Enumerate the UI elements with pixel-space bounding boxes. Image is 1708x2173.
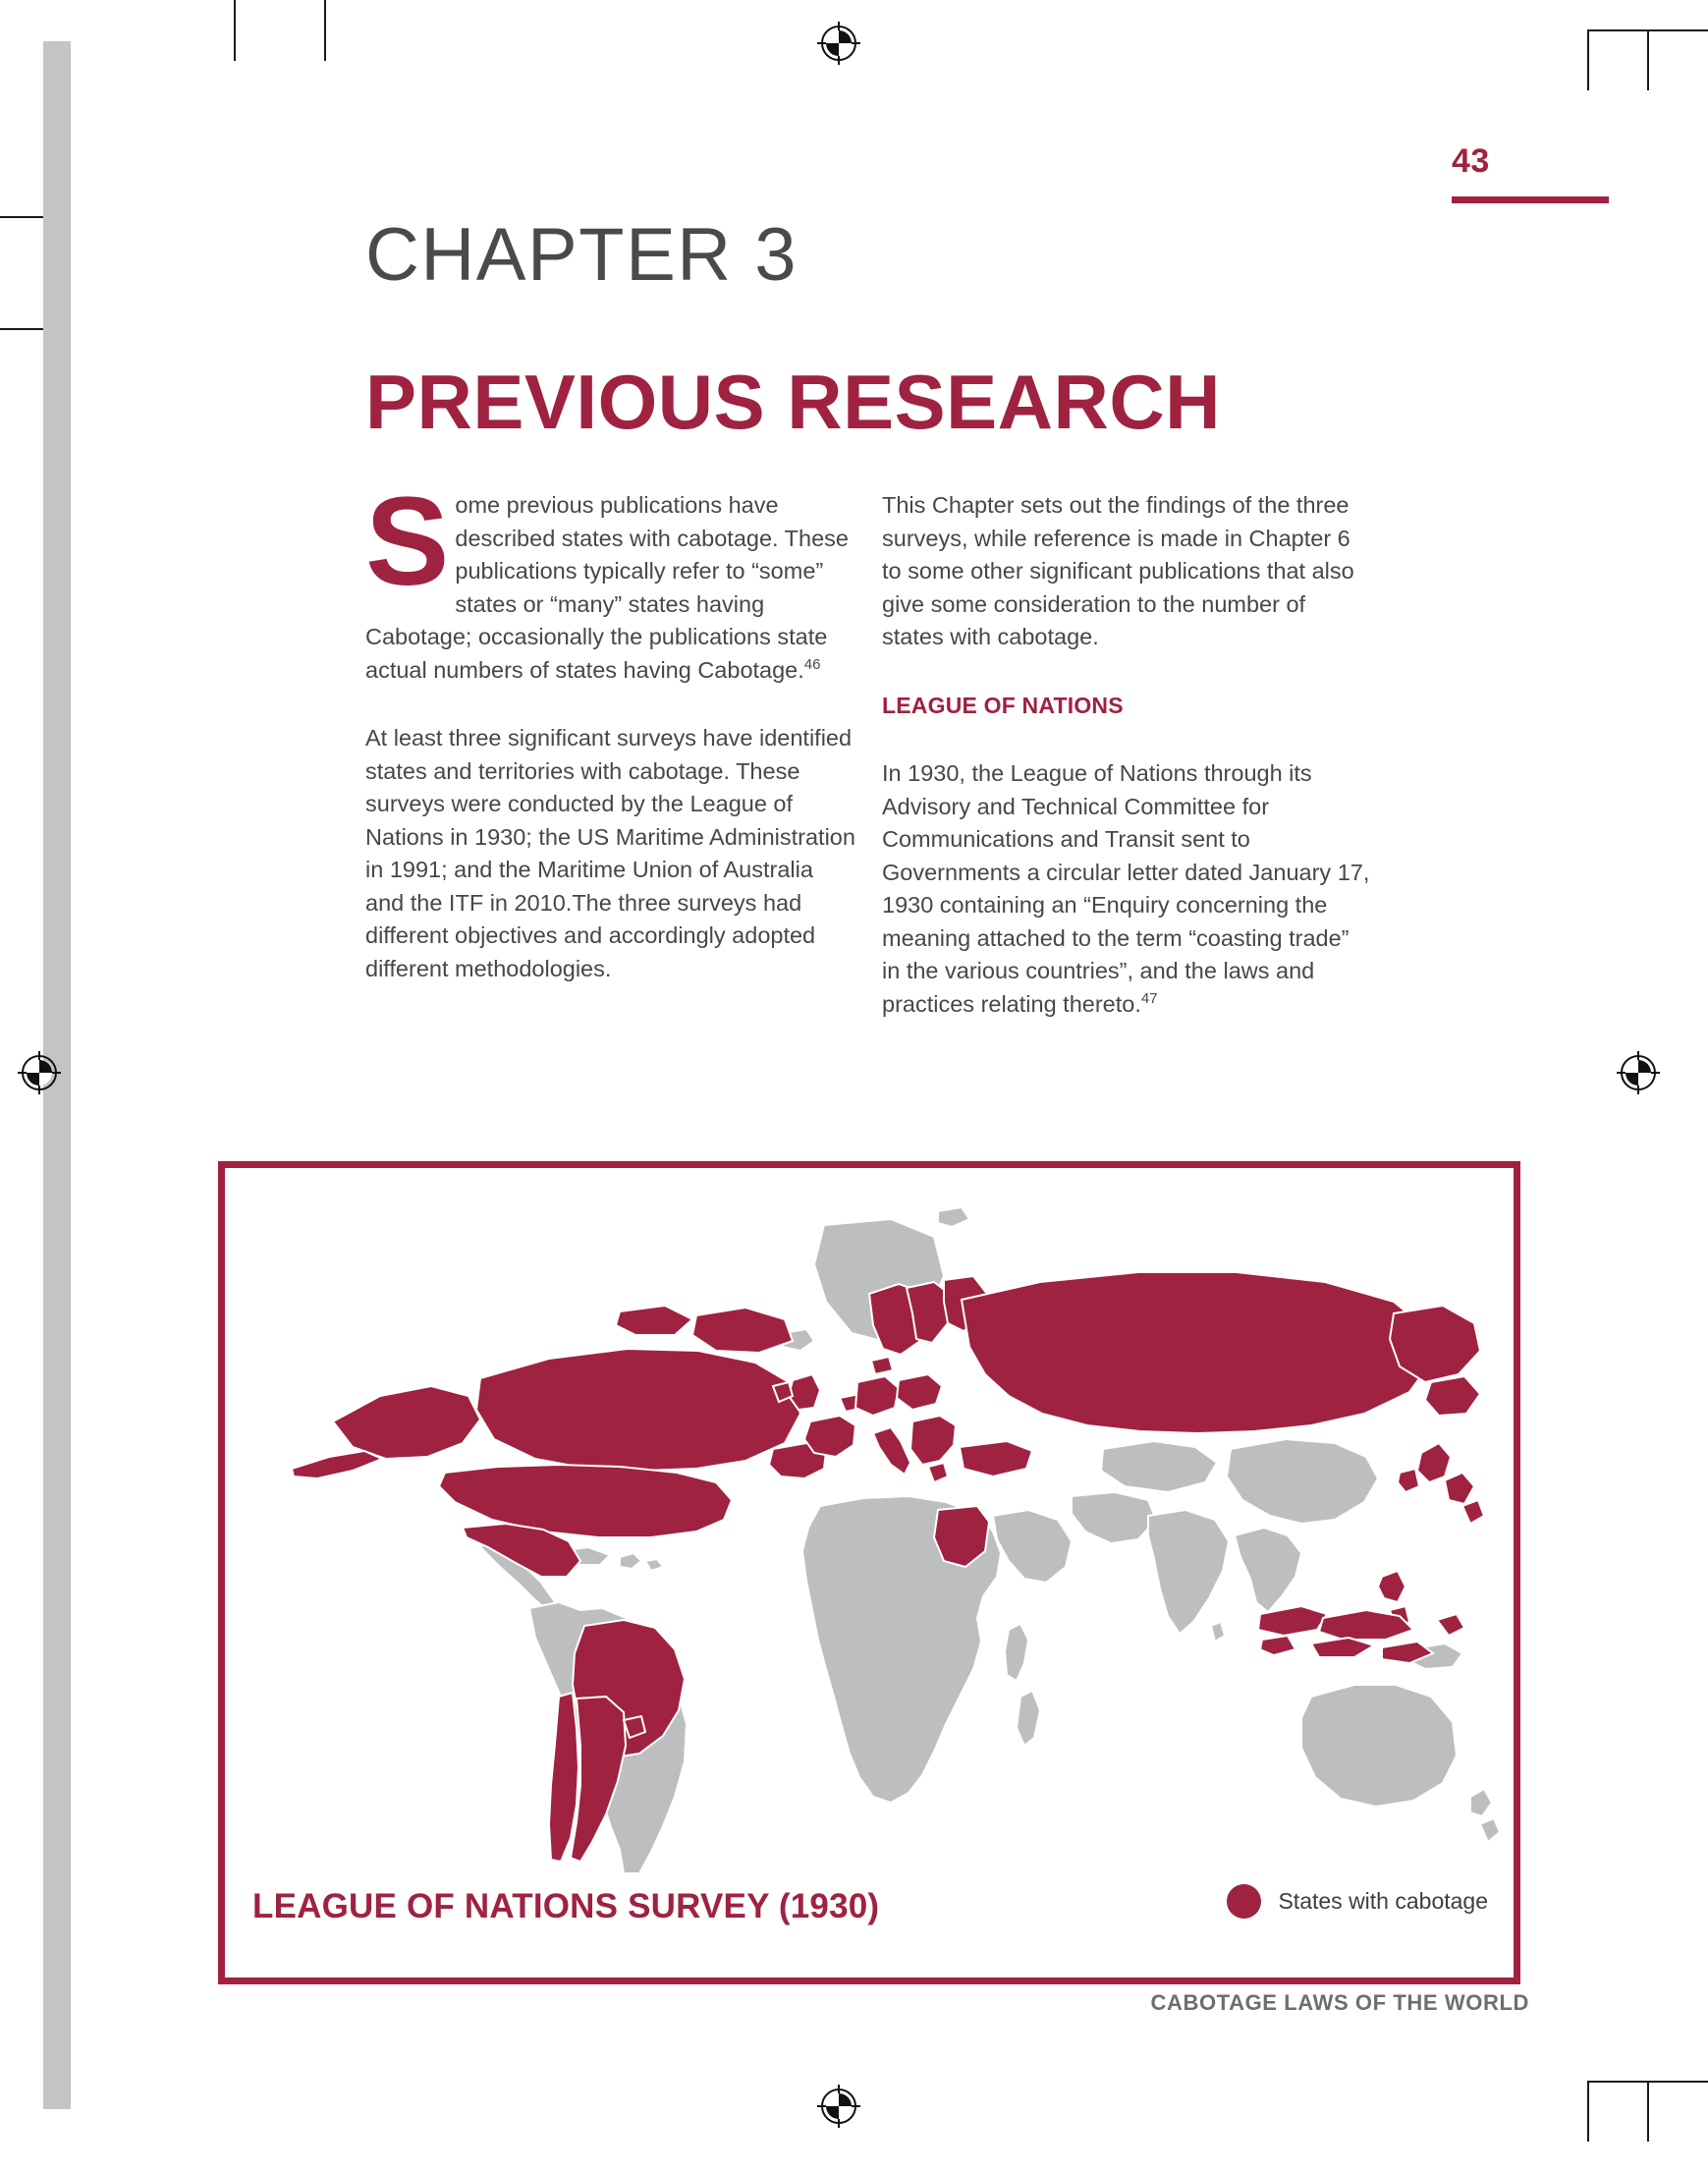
crop-mark-bottom-right-h2 xyxy=(1647,2081,1708,2083)
crop-mark-top-right-h2 xyxy=(1647,29,1708,31)
legend-circle-icon xyxy=(1227,1884,1261,1919)
drop-cap: S xyxy=(365,472,450,612)
map-legend xyxy=(1227,1884,1488,1919)
body-column-right xyxy=(882,489,1373,1021)
crop-mark-bottom-right-h xyxy=(1587,2081,1648,2083)
crop-mark-top-right-v2 xyxy=(1647,29,1649,90)
page-number: 43 xyxy=(1452,142,1490,180)
right-paragraph-2 xyxy=(882,757,1373,1021)
crop-mark-bottom-right-v2 xyxy=(1647,2081,1649,2142)
footnote-ref-46: 46 xyxy=(803,655,821,673)
legend-label: States with cabotage xyxy=(1278,1888,1488,1914)
left-paragraph-2: At least three significant surveys have identified states and territories with cabotage. These surveys were conducted by the League of Nations in 1930; the US Maritime Administration in 1991; and the Maritime Union of Australia and the ITF in 2010.The three surveys had different objectives and accordingly adopted different methodologies. xyxy=(365,725,855,981)
section-subheading-league-of-nations: LEAGUE OF NATIONS xyxy=(882,692,1124,718)
world-map-svg xyxy=(235,1186,1512,1873)
crop-mark-top-right-v xyxy=(1587,29,1589,90)
chapter-kicker: CHAPTER 3 xyxy=(365,213,799,297)
registration-target-left xyxy=(18,1051,61,1094)
right-paragraph-2-text: In 1930, the League of Nations through its Advisory and Technical Committee for Communications and Transit sent to Governments a circular letter dated January 17, 1930 containing an “Enquiry concerning the meaning attached to the term “coasting trade” in the various countries”, and the laws and practices relating thereto. xyxy=(882,760,1370,1017)
map-canvas xyxy=(225,1168,1514,1978)
left-paragraph-1 xyxy=(365,472,856,687)
crop-mark-top-right-h xyxy=(1587,29,1648,31)
page-footer: CABOTAGE LAWS OF THE WORLD xyxy=(1150,1990,1529,2015)
page-title: PREVIOUS RESEARCH xyxy=(365,359,1221,446)
body-column-left xyxy=(365,472,856,985)
footnote-ref-47: 47 xyxy=(1140,989,1158,1007)
figure-caption: LEAGUE OF NATIONS SURVEY (1930) xyxy=(252,1887,880,1925)
registration-target-top xyxy=(817,22,860,65)
right-paragraph-1: This Chapter sets out the findings of the three surveys, while reference is made in Chapter 6 to some other significant publications that also give some consideration to the number of states with cabotage. xyxy=(882,492,1354,649)
registration-target-bottom xyxy=(817,2085,860,2128)
left-paragraph-1-text: ome previous publications have described states with cabotage. These publications typically refer to “some” states or “many” states having Cabotage; occasionally the publications state actual numbers of states having Cabotage. xyxy=(365,492,849,683)
crop-mark-top-left-v xyxy=(234,0,236,61)
page-number-rule xyxy=(1452,196,1609,203)
crop-mark-top-left-v2 xyxy=(324,0,326,61)
registration-target-right xyxy=(1617,1051,1660,1094)
crop-mark-bottom-right-v xyxy=(1587,2081,1589,2142)
map-figure xyxy=(218,1161,1520,1984)
